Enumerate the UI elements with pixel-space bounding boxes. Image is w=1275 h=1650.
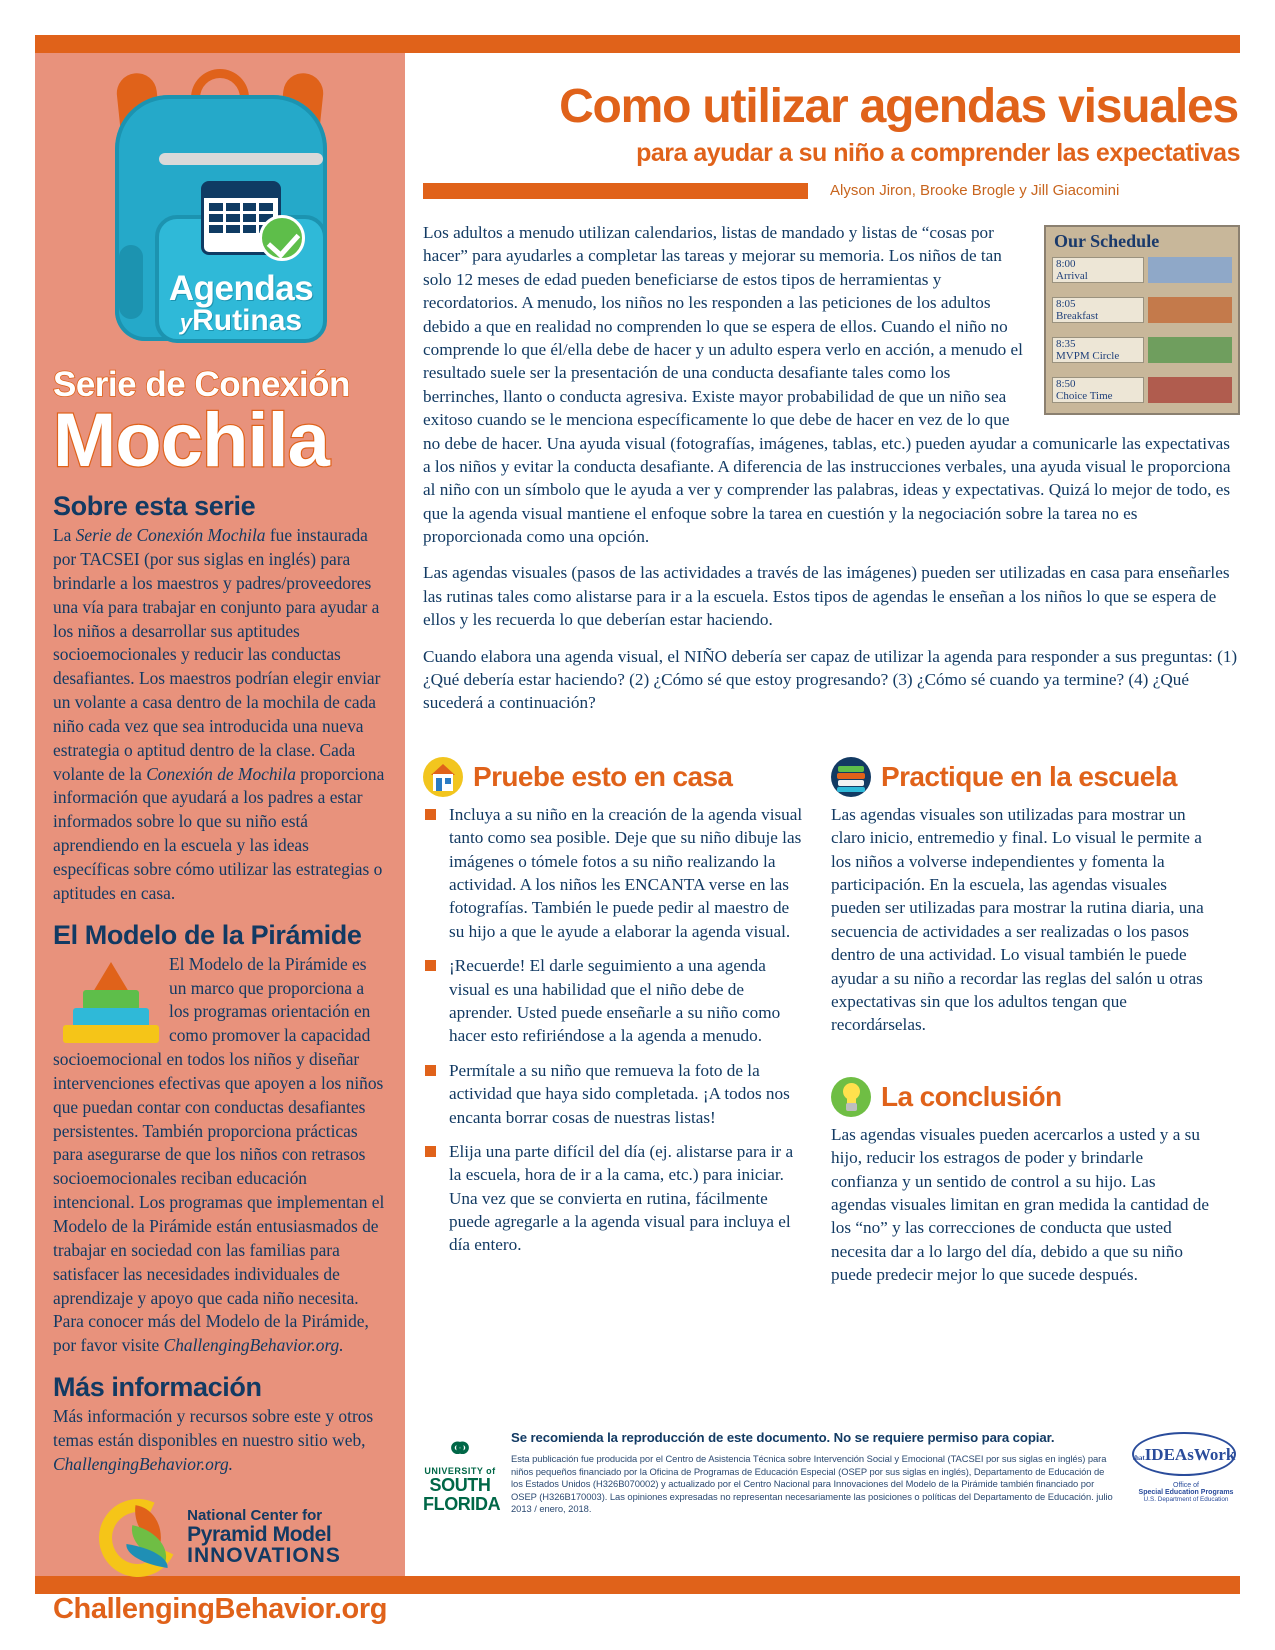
two-column-sections — [423, 757, 1240, 1299]
schedule-photo — [1044, 225, 1240, 415]
byline-row — [423, 182, 1240, 199]
pyramid-model-body: El Modelo de la Pirámide es un marco que proporciona a los programas orientación en como promover la capacidad socioemocional en todos los niños y diseñar intervenciones efectivas que apoyen a los niños que puedan contar con conductas desafiantes persistentes. También proporciona prácticas para asegurarse de que los niños con retrasos socioemocionales reciban educación intencional. Los programas que implementan el Modelo de la Pirámide están entusiasmados de trabajar en sociedad con las familias para satisfacer las necesidades individuales de aprendizaje y apoyo que cada niño necesita. Para conocer más del Modelo de la Pirámide, por favor visite ChallengingBehavior.org. — [53, 953, 385, 1356]
series-kicker: Serie de Conexión — [53, 365, 350, 404]
byline-rule — [423, 183, 808, 199]
ideas-department-line: U.S. Department of Education — [1143, 1496, 1229, 1503]
pyramid-icon — [63, 957, 159, 1043]
schedule-row: 8:50 Choice Time — [1052, 377, 1144, 403]
usf-line1: UNIVERSITY of — [424, 1466, 496, 1476]
home-tips-list — [423, 803, 805, 1257]
backpack-label-line1: Agendas — [168, 269, 314, 308]
conclusion-section-body: Las agendas visuales pueden acercarlos a usted y a su hijo, reducir los estragos de poder y brindarle confianza y un sentido de control a su hijo. Las agendas visuales limitan en gran medida la cantidad de los “no” y las correcciones de conducta que usted necesita dar a lo largo del día, debido a que su niño puede predecir mejor lo que sucede después. — [831, 1124, 1209, 1285]
backpack-illustration — [95, 67, 345, 357]
home-section-header — [423, 757, 805, 797]
ideas-office-line: Office of — [1173, 1482, 1199, 1489]
school-section-header — [831, 757, 1213, 797]
ncpmi-logo-text — [187, 1508, 341, 1567]
more-info-heading: Más información — [53, 1372, 262, 1403]
ncpmi-line1: National Center for — [187, 1506, 323, 1524]
pyramid-model-heading: El Modelo de la Pirámide — [53, 919, 362, 950]
backpack-zipper-icon — [159, 153, 323, 165]
school-section-title: Practique en la escuela — [881, 760, 1177, 792]
about-series-body: La Serie de Conexión Mochila fue instaurada por TACSEI (por sus siglas en inglés) para brindarle a los maestros y padres/proveedores una vía para trabajar en conjunto para ayudar a los niños a desarrollar sus aptitudes socioemocionales y reducir las conductas desafiantes. Los maestros podrían elegir enviar un volante a casa dentro de la mochila de cada niño cada vez que sea introducida una nueva estrategia o aptitud dentro de la clase. Cada volante de la Conexión de Mochila proporciona información que ayudará a los padres a estar informados sobre lo que su niño está aprendiendo en la escuela y las ideas específicas sobre cómo utilizar las estrategias o aptitudes en casa. — [53, 525, 385, 903]
ideas-that-work-logo — [1132, 1424, 1240, 1503]
page-subtitle: para ayudar a su niño a comprender las expectativas — [636, 139, 1240, 167]
about-series-heading: Sobre esta serie — [53, 491, 256, 522]
sidebar — [35, 53, 405, 1625]
credits-footer — [423, 1424, 1240, 1544]
intro-paragraph-2: Las agendas visuales (pasos de las actividades a través de las imágenes) pueden ser utilizadas en casa para enseñarles las rutinas tales como alistarse para ir a la escuela. Estos tipos de agendas le enseñan a los niños lo que se espera de ellos y les recuerda lo que deberían estar haciendo. — [423, 563, 1230, 630]
list-item: Permítale a su niño que remueva la foto de la actividad que haya sido completada. ¡A todos nos encanta borrar cosas de nuestras listas! — [423, 1059, 805, 1129]
backpack-label — [149, 271, 333, 336]
intro-paragraph-1: Los adultos a menudo utilizan calendarios, listas de mandado y listas de “cosas por hacer” para ayudarles a completar las tareas y mejorar su memoria. Los niños de tan solo 12 meses de edad pueden beneficiarse de estos tipos de herramientas y recordatorios. A menudo, los niños no les responden a las peticiones de los adultos debido a que en realidad no comprenden lo que se espera de ellos. Cuando el niño no comprende lo que él/ella debe de hacer y un adulto espera verlo en acción, a menudo el resultado suele ser la presentación de una conducta desafiante tales como los berrinches, llanto o conducta agresiva. Existe mayor probabilidad de que un niño sea exitoso cuando se le menciona específicamente lo que debe de hacer en vez de lo que no debe de hacer. Una ayuda visual (fotografías, imágenes, tablas, etc.) pueden ayudar a comunicarle las expectativas a los niños y evitar la conducta desafiante. A diferencia de las instrucciones verbales, una ayuda visual le proporciona al niño con un símbolo que le ayuda a ver y comprender las palabras, ideas y expectativas. Quizá lo mejor de todo, es que la agenda visual mantiene el enfoque sobre la tarea en cuestión y la negociación sobre la tarea no es proporcionada como una opción. — [423, 223, 1231, 547]
list-item: Incluya a su niño en la creación de la agenda visual tanto como sea posible. Deje que su niño dibuje las imágenes o tómele fotos a su niño realizando la actividad. A los niños les ENCANTA verse en las fotografías. También le puede pedir al maestro de su hijo a que le ayude a elaborar la agenda visual. — [423, 803, 805, 943]
school-section-body: Las agendas visuales son utilizadas para mostrar un claro inicio, entremedio y final. Lo visual le permite a los niños a volverse independientes y fomenta la participación. En la escuela, las agendas visuales pueden ser utilizadas para mostrar la rutina diaria, una secuencia de actividades a ser realizadas o los pasos dentro de una actividad. Lo visual también le puede ayudar a su niño a recordar las reglas del salón u otras expectativas sin que los adultos tengan que recordárselas. — [831, 804, 1204, 1035]
ncpmi-logo — [53, 1499, 387, 1577]
more-info-body: Más información y recursos sobre este y otros temas están disponibles en nuestro sitio web, ChallengingBehavior.org. — [53, 1406, 374, 1474]
backpack-side-pocket-left — [119, 245, 143, 319]
credits-text — [511, 1424, 1118, 1516]
ncpmi-line3: INNOVATIONS — [187, 1544, 341, 1568]
challengingbehavior-url[interactable]: ChallengingBehavior.org — [53, 1592, 388, 1625]
top-accent-bar — [35, 35, 1240, 53]
backpack-body-icon — [115, 95, 327, 341]
ideas-ring — [1132, 1432, 1236, 1476]
school-column — [831, 757, 1213, 1299]
list-item: ¡Recuerde! El darle seguimiento a una agenda visual es una habilidad que el niño debe de aprender. Usted puede enseñarle a su niño como hacer esto refiriéndose a la agenda a menudo. — [423, 954, 805, 1048]
ncpmi-swoosh-icon — [99, 1499, 177, 1577]
conclusion-section-header — [831, 1077, 1213, 1117]
schedule-photo-thumb — [1148, 337, 1232, 363]
ncpmi-line2: Pyramid Model — [187, 1522, 332, 1546]
house-icon — [423, 757, 463, 797]
schedule-photo-thumb — [1148, 257, 1232, 283]
lightbulb-icon — [831, 1077, 871, 1117]
bottom-accent-bar — [35, 1576, 1240, 1594]
intro-paragraph-3: Cuando elabora una agenda visual, el NIÑO debería ser capaz de utilizar la agenda para responder a sus preguntas: (1) ¿Qué debería estar haciendo? (2) ¿Cómo sé que estoy progresando? (3) ¿Cómo sé cuando ya termine? (4) ¿Qué sucederá a continuación? — [423, 646, 1238, 713]
series-brand: Mochila — [53, 398, 329, 483]
checkmark-icon — [259, 215, 305, 261]
intro-section — [423, 221, 1240, 715]
usf-line3: FLORIDA — [423, 1493, 501, 1514]
conclusion-section-title: La conclusión — [881, 1080, 1062, 1112]
schedule-row: 8:35 MVPM Circle — [1052, 337, 1144, 363]
books-icon — [831, 757, 871, 797]
list-item: Elija una parte difícil del día (ej. alistarse para ir a la escuela, hora de ir a la cama, etc.) para iniciar. Una vez que se convierta en rutina, fácilmente puede agregarle a la agenda visual para incluya el día entero. — [423, 1140, 805, 1257]
main-content — [423, 53, 1240, 1576]
schedule-row: 8:00 Arrival — [1052, 257, 1144, 283]
reproduction-notice: Se recomienda la reproducción de este documento. No se requiere permiso para copiar. — [511, 1430, 1055, 1445]
usf-logo — [423, 1424, 501, 1514]
funding-statement: Esta publicación fue producida por el Centro de Asistencia Técnica sobre Intervención Social y Emocional (TACSEI por sus siglas en inglés) para niños pequeños financiado por la Oficina de Programas de Educación Especial (OSEP por sus siglas en inglés), Departamento de Educación de los Estados Unidos (H326B070002) y actualizado por el Centro Nacional para Innovaciones del Modelo de la Pirámide también financiado por OSEP (H326B170003). Las opiniones expresadas no representan necesariamente las posiciones o políticas del Departamento de Educación. julio 2013 / enero, 2018. — [511, 1453, 1113, 1515]
backpack-label-line2: yRutinas — [179, 304, 303, 337]
schedule-photo-caption: Our Schedule — [1054, 231, 1160, 251]
ideas-wordmark: thatIDEAsWork — [1132, 1444, 1236, 1464]
schedule-photo-thumb — [1148, 297, 1232, 323]
home-column — [423, 757, 805, 1299]
schedule-photo-thumb — [1148, 377, 1232, 403]
home-section-title: Pruebe esto en casa — [473, 760, 733, 792]
schedule-row: 8:05 Breakfast — [1052, 297, 1144, 323]
usf-bull-icon: ⚭ — [445, 1430, 475, 1468]
ideas-program-line: Special Education Programs — [1138, 1489, 1234, 1496]
authors-byline: Alyson Jiron, Brooke Brogle y Jill Giacomini — [830, 182, 1120, 199]
page-title: Como utilizar agendas visuales — [559, 80, 1238, 133]
usf-line2: SOUTH — [429, 1475, 491, 1495]
